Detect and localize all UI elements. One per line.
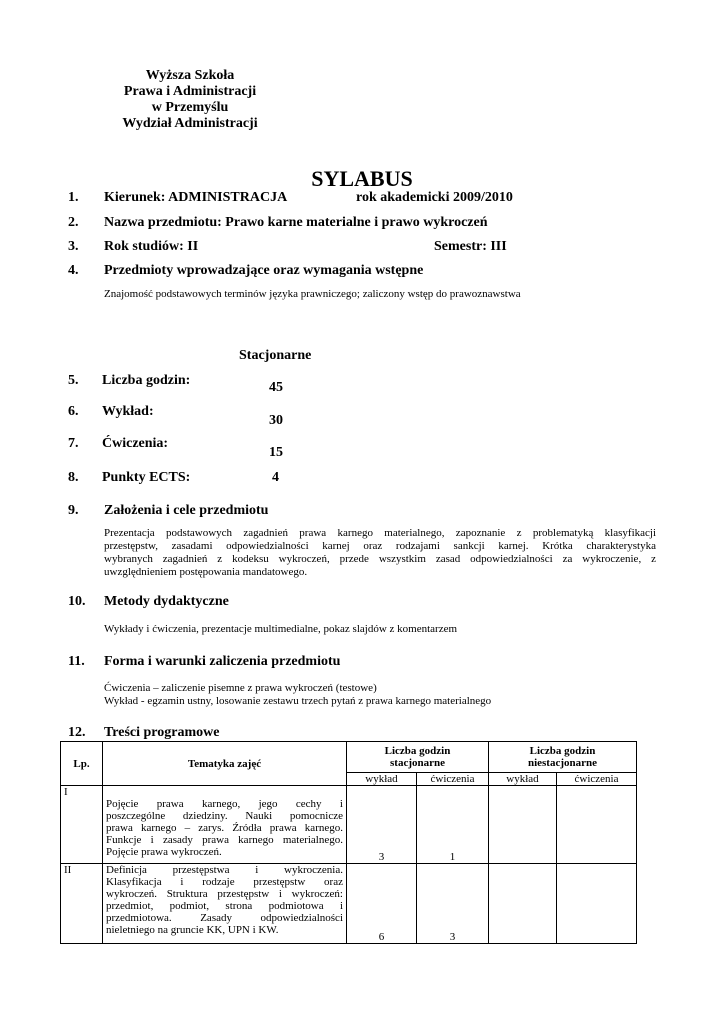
row-part-time-exercise <box>557 786 637 864</box>
topic-line: Funkcje i zasady prawa karnego materialnego. <box>106 834 343 846</box>
item-5-number: 5. <box>68 373 79 388</box>
row-lecture-hours: 6 <box>347 864 417 944</box>
row-lecture-hours: 3 <box>347 786 417 864</box>
topic-line: poszczególne dziedziny. Nauki pomocnicze <box>106 810 343 822</box>
lecture-label: Wykład: <box>102 404 154 419</box>
field-of-study: Kierunek: ADMINISTRACJA <box>104 190 288 205</box>
hours-value: 45 <box>269 380 283 395</box>
row-part-time-lecture <box>489 786 557 864</box>
university-name-line2: Prawa i Administracji <box>123 84 257 99</box>
topic-line: przedmiot, podmiot, strona podmiotowa i <box>106 900 343 912</box>
topic-line: nieletniego na gruncie KK, UPN i KW. <box>106 924 279 936</box>
header-part-time-line1: Liczba godzin <box>529 745 596 757</box>
subheader-exercises: ćwiczenia <box>557 773 637 786</box>
row-topic <box>103 786 347 864</box>
header-part-time-hours <box>489 742 637 773</box>
row-lp: I <box>61 786 103 864</box>
item-4-number: 4. <box>68 263 79 278</box>
item-2-number: 2. <box>68 215 79 230</box>
assessment-lecture: Wykład - egzamin ustny, losowanie zestawu trzech pytań z prawa karnego materialnego <box>104 695 492 707</box>
header-full-time-line1: Liczba godzin <box>384 745 451 757</box>
header-full-time-line2: stacjonarne <box>390 757 445 769</box>
row-part-time-exercise <box>557 864 637 944</box>
topic-line: wykroczeń. Struktura przestępstw i wykroczeń: <box>106 888 343 900</box>
document-title: SYLABUS <box>311 166 413 191</box>
header-lp: Lp. <box>61 742 103 786</box>
program-content-heading: Treści programowe <box>104 725 220 740</box>
methods-text: Wykłady i ćwiczenia, prezentacje multimedialne, pokaz slajdów z komentarzem <box>104 623 458 635</box>
mode-header-full-time: Stacjonarne <box>239 348 312 363</box>
subheader-lecture: wykład <box>347 773 417 786</box>
year-of-study: Rok studiów: II <box>104 239 199 254</box>
hours-label: Liczba godzin: <box>102 373 191 388</box>
prerequisites-text: Znajomość podstawowych terminów języka prawniczego; zaliczony wstęp do prawoznawstwa <box>104 288 521 300</box>
assessment-heading: Forma i warunki zaliczenia przedmiotu <box>104 654 341 669</box>
header-topic: Tematyka zajęć <box>103 742 347 786</box>
exercises-value: 15 <box>269 445 283 460</box>
lecture-value: 30 <box>269 413 283 428</box>
topic-line: Pojęcie prawa wykroczeń. <box>106 846 222 858</box>
faculty-name: Wydział Administracji <box>122 116 258 131</box>
item-12-number: 12. <box>68 725 86 740</box>
methods-heading: Metody dydaktyczne <box>104 594 229 609</box>
university-header <box>110 68 270 132</box>
prerequisites-heading: Przedmioty wprowadzające oraz wymagania wstępne <box>104 263 424 278</box>
header-full-time-hours <box>347 742 489 773</box>
topic-line <box>106 786 343 798</box>
topic-line: Definicja przestępstwa i wykroczenia. <box>106 864 343 876</box>
assessment-exercises: Ćwiczenia – zaliczenie pisemne z prawa wykroczeń (testowe) <box>104 682 377 694</box>
row-topic <box>103 864 347 944</box>
subheader-exercises: ćwiczenia <box>417 773 489 786</box>
topic-line: przedmiotowa. Zasady odpowiedzialności <box>106 912 343 924</box>
university-city: w Przemyślu <box>151 100 229 115</box>
objectives-line: uwzględnieniem postępowania mandatowego. <box>104 566 308 578</box>
item-1-number: 1. <box>68 190 79 205</box>
row-exercise-hours: 1 <box>417 786 489 864</box>
header-part-time-line2: niestacjonarne <box>527 757 598 769</box>
exercises-label: Ćwiczenia: <box>102 436 169 451</box>
semester: Semestr: III <box>434 239 507 254</box>
row-lp: II <box>61 864 103 944</box>
row-exercise-hours: 3 <box>417 864 489 944</box>
item-7-number: 7. <box>68 436 79 451</box>
table-row <box>61 786 637 864</box>
objectives-heading: Założenia i cele przedmiotu <box>104 503 269 518</box>
topic-line: prawa karnego – zarys. Źródła prawa karnego. <box>106 822 343 834</box>
academic-year: rok akademicki 2009/2010 <box>356 190 513 205</box>
item-3-number: 3. <box>68 239 79 254</box>
ects-value: 4 <box>272 470 279 485</box>
objectives-line: Prezentacja podstawowych zagadnień prawa karnego materialnego, zapoznanie z problematyką klasyfikacji <box>104 527 656 539</box>
row-part-time-lecture <box>489 864 557 944</box>
subheader-lecture: wykład <box>489 773 557 786</box>
topic-line: Klasyfikacja i rodzaje przestępstw oraz <box>106 876 343 888</box>
ects-label: Punkty ECTS: <box>102 470 191 485</box>
objectives-line: wybranych zagadnień z kodeksu wykroczeń, przede wszystkim zasad odpowiedzialności za wykroczenie, z <box>104 553 656 565</box>
item-9-number: 9. <box>68 503 79 518</box>
university-name: Wyższa Szkoła <box>145 68 235 83</box>
topic-line: Pojęcie prawa karnego, jego cechy i <box>106 798 343 810</box>
table-row <box>61 864 637 944</box>
course-name: Nazwa przedmiotu: Prawo karne materialne i prawo wykroczeń <box>104 215 488 230</box>
item-11-number: 11. <box>68 654 85 669</box>
program-table <box>60 741 637 944</box>
objectives-line: przestępstw, zasadami odpowiedzialności karnej oraz rodzajami sankcji karnej. Krótka charakterystyka <box>104 540 656 552</box>
objectives-text <box>104 527 656 579</box>
item-8-number: 8. <box>68 470 79 485</box>
item-6-number: 6. <box>68 404 79 419</box>
item-10-number: 10. <box>68 594 86 609</box>
